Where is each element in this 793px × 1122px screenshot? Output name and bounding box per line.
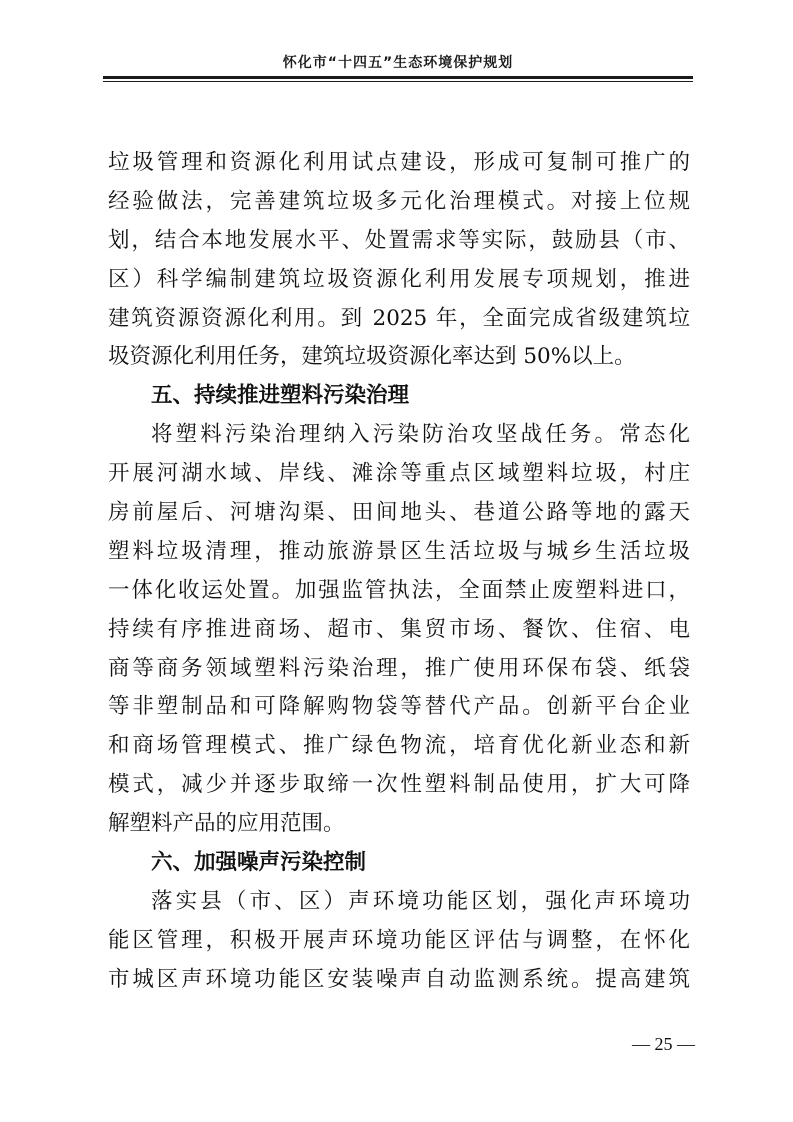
page-number: — 25 —: [632, 1034, 695, 1054]
text-line: 开展河湖水域、岸线、滩涂等重点区域塑料垃圾，村庄: [108, 461, 690, 487]
text-line: 和商场管理模式、推广绿色物流，培育优化新业态和新: [108, 733, 690, 759]
section-heading-noise-control: 六、加强噪声污染控制: [151, 850, 367, 876]
text-line: 市城区声环境功能区安装噪声自动监测系统。提高建筑: [108, 966, 690, 992]
header-rule-thin: [103, 81, 693, 82]
section-heading-plastic-pollution: 五、持续推进塑料污染治理: [151, 383, 410, 409]
text-line: 商等商务领域塑料污染治理，推广使用环保布袋、纸袋: [108, 655, 690, 681]
running-header: 怀化市“十四五”生态环境保护规划: [282, 55, 514, 71]
paragraph-construction-waste: [108, 144, 690, 377]
text-line: 模式，减少并逐步取缔一次性塑料制品使用，扩大可降: [108, 772, 690, 798]
text-line: 塑料垃圾清理，推动旅游景区生活垃圾与城乡生活垃圾: [108, 538, 690, 564]
text-line: 持续有序推进商场、超市、集贸市场、餐饮、住宿、电: [108, 616, 690, 642]
page-body: [108, 144, 690, 1000]
paragraph-plastic-pollution: [108, 416, 690, 844]
text-line: 落实县（市、区）声环境功能区划，强化声环境功: [151, 888, 690, 914]
header-rule-thick: [103, 76, 693, 79]
text-line: 建筑资源资源化利用。到 2025 年，全面完成省级建筑垃: [108, 305, 690, 331]
text-line: 一体化收运处置。加强监管执法，全面禁止废塑料进口，: [108, 577, 690, 603]
text-line: 解塑料产品的应用范围。: [108, 811, 345, 837]
text-line: 能区管理，积极开展声环境功能区评估与调整，在怀化: [108, 927, 690, 953]
text-line: 圾资源化利用任务，建筑垃圾资源化率达到 50%以上。: [108, 344, 636, 370]
text-line: 房前屋后、河塘沟渠、田间地头、巷道公路等地的露天: [108, 500, 690, 526]
text-line: 将塑料污染治理纳入污染防治攻坚战任务。常态化: [151, 422, 690, 448]
text-line: 垃圾管理和资源化利用试点建设，形成可复制可推广的: [108, 150, 690, 175]
text-line: 等非塑制品和可降解购物袋等替代产品。创新平台企业: [108, 694, 690, 720]
text-line: 区）科学编制建筑垃圾资源化利用发展专项规划，推进: [108, 266, 690, 292]
paragraph-noise-control: [108, 883, 690, 1000]
text-line: 经验做法，完善建筑垃圾多元化治理模式。对接上位规: [108, 188, 690, 214]
text-line: 划，结合本地发展水平、处置需求等实际，鼓励县（市、: [108, 227, 690, 253]
